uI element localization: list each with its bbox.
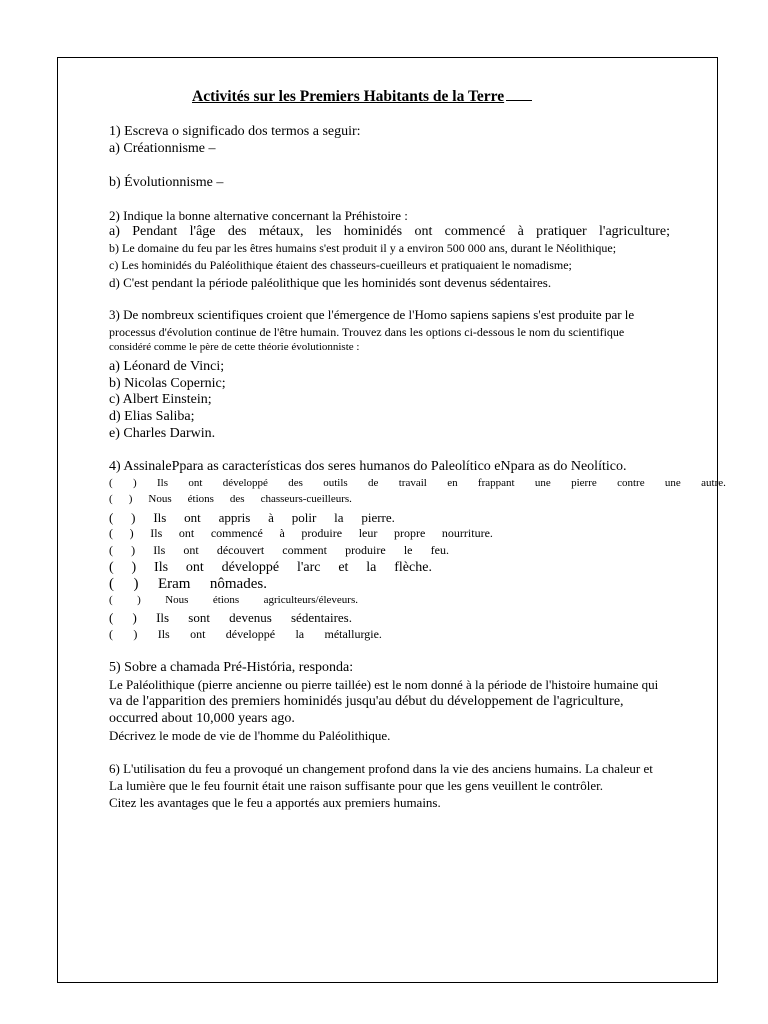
q4-item-5 (109, 544, 449, 556)
q4-word: des (229, 493, 245, 505)
q4-word: étions (212, 594, 240, 606)
q4-word: produire (301, 526, 343, 540)
q5-line-2: va de l'apparition des premiers hominidés jusqu'au début du développement de l'agriculture, (109, 694, 624, 709)
q2-a-word: ont (414, 224, 433, 239)
paren-open: ( (109, 627, 113, 641)
q4-word: feu. (430, 543, 449, 557)
paren-close: ) (132, 610, 137, 625)
q4-item-7 (109, 577, 267, 592)
q4-word: Ils (156, 610, 170, 625)
q4-word: propre (393, 526, 426, 540)
q4-word: développé (222, 477, 268, 489)
q4-word: commencé (210, 526, 263, 540)
q4-word: nourriture. (441, 526, 493, 540)
q2-a-word: métaux, (258, 224, 304, 239)
q2-option-a (109, 225, 670, 239)
title-underline-tail (506, 88, 532, 101)
title-text: Activités sur les Premiers Habitants de la Terre (192, 88, 505, 105)
q3-option-d: d) Elias Saliba; (109, 409, 195, 424)
q4-word: frappant (477, 477, 515, 489)
q1-option-a: a) Créationnisme – (109, 141, 216, 156)
q4-word: chasseurs-cueilleurs. (260, 493, 352, 505)
q4-word: outils (323, 477, 348, 489)
paren-close: ) (131, 560, 137, 575)
q2-prompt: 2) Indique la bonne alternative concernant la Préhistoire : (109, 208, 408, 223)
q2-a-word: l'agriculture; (599, 224, 670, 239)
paren-close: ) (133, 627, 138, 641)
q4-word: des (288, 477, 303, 489)
q4-item-4 (109, 527, 493, 539)
q4-word: développé (221, 560, 280, 575)
q4-word: le (403, 543, 413, 557)
paren-open: ( (109, 493, 113, 505)
q4-word: de (368, 477, 379, 489)
q3-option-e: e) Charles Darwin. (109, 426, 216, 441)
q4-word: et (338, 560, 349, 575)
q4-word: travail (398, 477, 427, 489)
q2-option-c: c) Les hominidés du Paléolithique étaient des chasseurs-cueilleurs et pratiquaient le nomadisme; (109, 258, 572, 272)
q4-word: ont (190, 627, 206, 641)
q4-word: sont (188, 610, 210, 625)
q2-a-word: pratiquer (536, 224, 587, 239)
paren-open: ( (109, 560, 114, 575)
paren-close: ) (131, 543, 136, 557)
paren-close: ) (131, 510, 136, 525)
q4-item-1 (109, 478, 726, 489)
q4-word: la (334, 510, 344, 525)
q4-word: autre. (701, 477, 726, 489)
q4-word: ont (184, 510, 201, 525)
q4-word: produire (345, 543, 386, 557)
q4-item-8 (109, 595, 358, 606)
q4-word: à (268, 510, 274, 525)
q6-line-1: 6) L'utilisation du feu a provoqué un changement profond dans la vie des anciens humains. La chaleur et (109, 761, 653, 776)
q4-item-3 (109, 511, 395, 524)
paren-close: ) (129, 526, 134, 540)
q4-word: découvert (216, 543, 265, 557)
q3-line-3: considéré comme le père de cette théorie évolutionniste : (109, 341, 360, 353)
q4-word: pierre (571, 477, 597, 489)
q4-word: appris (218, 510, 251, 525)
q3-line-2: processus d'évolution continue de l'être humain. Trouvez dans les options ci-dessous le nom du scientifique (109, 325, 625, 339)
q4-word: Ils (150, 526, 163, 540)
q2-a-word: des (227, 224, 247, 239)
paren-open: ( (109, 543, 113, 557)
paren-close: ) (128, 493, 133, 505)
q5-line-1: Le Paléolithique (pierre ancienne ou pierre taillée) est le nom donné à la période de l'histoire humaine qui (109, 677, 659, 692)
q4-word: sédentaires. (290, 610, 352, 625)
q2-a-word: les (315, 224, 332, 239)
q4-word: Ils (153, 510, 167, 525)
paren-open: ( (109, 526, 113, 540)
q1-option-b: b) Évolutionnisme – (109, 175, 224, 190)
q2-a-word: l'âge (189, 224, 216, 239)
q4-word: Ils (153, 543, 166, 557)
q4-word: ont (183, 543, 199, 557)
q3-line-1: 3) De nombreux scientifiques croient que l'émergence de l'Homo sapiens sapiens s'est produite par le (109, 307, 635, 322)
q2-option-b: b) Le domaine du feu par les êtres humains s'est produit il y a environ 500 000 ans, durant le Néolithique; (109, 241, 617, 255)
q3-option-b: b) Nicolas Copernic; (109, 376, 226, 391)
q4-word: devenus (229, 610, 272, 625)
q4-word: ont (188, 477, 203, 489)
q2-a-word: Pendant (132, 224, 178, 239)
q4-word: Ils (157, 477, 168, 489)
q3-option-c: c) Albert Einstein; (109, 392, 212, 407)
q2-option-d: d) C'est pendant la période paléolithique que les hominidés sont devenus sédentaires. (109, 275, 552, 290)
q4-item-2 (109, 494, 352, 505)
q6-line-3: Citez les avantages que le feu a apportés aux premiers humains. (109, 795, 441, 810)
paren-close: ) (133, 576, 139, 592)
q4-word: Eram (157, 576, 191, 592)
q4-word: développé (225, 627, 276, 641)
q4-word: leur (358, 526, 378, 540)
q4-word: la (366, 560, 377, 575)
q4-word: contre (617, 477, 645, 489)
q4-word: Ils (154, 560, 169, 575)
q4-word: Nous (165, 594, 189, 606)
q4-word: comment (282, 543, 327, 557)
paren-open: ( (109, 610, 114, 625)
q4-word: polir (291, 510, 317, 525)
q4-word: l'arc (296, 560, 321, 575)
q4-word: agriculteurs/éleveurs. (263, 594, 358, 606)
q2-a-word: commencé (444, 224, 506, 239)
paren-open: ( (109, 510, 114, 525)
q4-word: Ils (157, 627, 170, 641)
q4-word: nômades. (209, 576, 267, 592)
q4-word: une (664, 477, 681, 489)
q5-prompt: 5) Sobre a chamada Pré-História, responda: (109, 660, 354, 675)
q4-word: Nous (148, 493, 172, 505)
q4-item-6 (109, 561, 432, 575)
q4-item-9 (109, 611, 352, 624)
q3-option-a: a) Léonard de Vinci; (109, 359, 225, 374)
q2-a-word: à (517, 224, 524, 239)
q2-a-word: hominidés (343, 224, 403, 239)
q5-line-4: Décrivez le mode de vie de l'homme du Paléolithique. (109, 728, 391, 743)
q4-word: une (534, 477, 551, 489)
paren-close: ) (133, 477, 137, 489)
q4-word: étions (187, 493, 214, 505)
paren-open: ( (109, 576, 114, 592)
q1-prompt: 1) Escreva o significado dos termos a seguir: (109, 124, 361, 139)
page-title (192, 88, 532, 105)
q4-word: métallurgie. (324, 627, 382, 641)
q4-word: pierre. (361, 510, 395, 525)
q4-item-10 (109, 628, 382, 640)
q4-word: ont (185, 560, 204, 575)
q4-prompt: 4) AssinalePpara as características dos seres humanos do Paleolítico eNpara as do Neolítico. (109, 459, 627, 474)
paren-open: ( (109, 594, 113, 606)
q4-word: à (279, 526, 285, 540)
paren-close: ) (137, 594, 141, 606)
q4-word: ont (178, 526, 195, 540)
paren-open: ( (109, 477, 113, 489)
q2-a-word: a) (109, 224, 120, 239)
q6-line-2: La lumière que le feu fournit était une raison suffisante pour que les gens veuillent le contrôler. (109, 778, 603, 793)
q4-word: en (447, 477, 458, 489)
q4-word: flèche. (394, 560, 432, 575)
q5-line-3: occurred about 10,000 years ago. (109, 711, 295, 726)
q4-word: la (295, 627, 305, 641)
